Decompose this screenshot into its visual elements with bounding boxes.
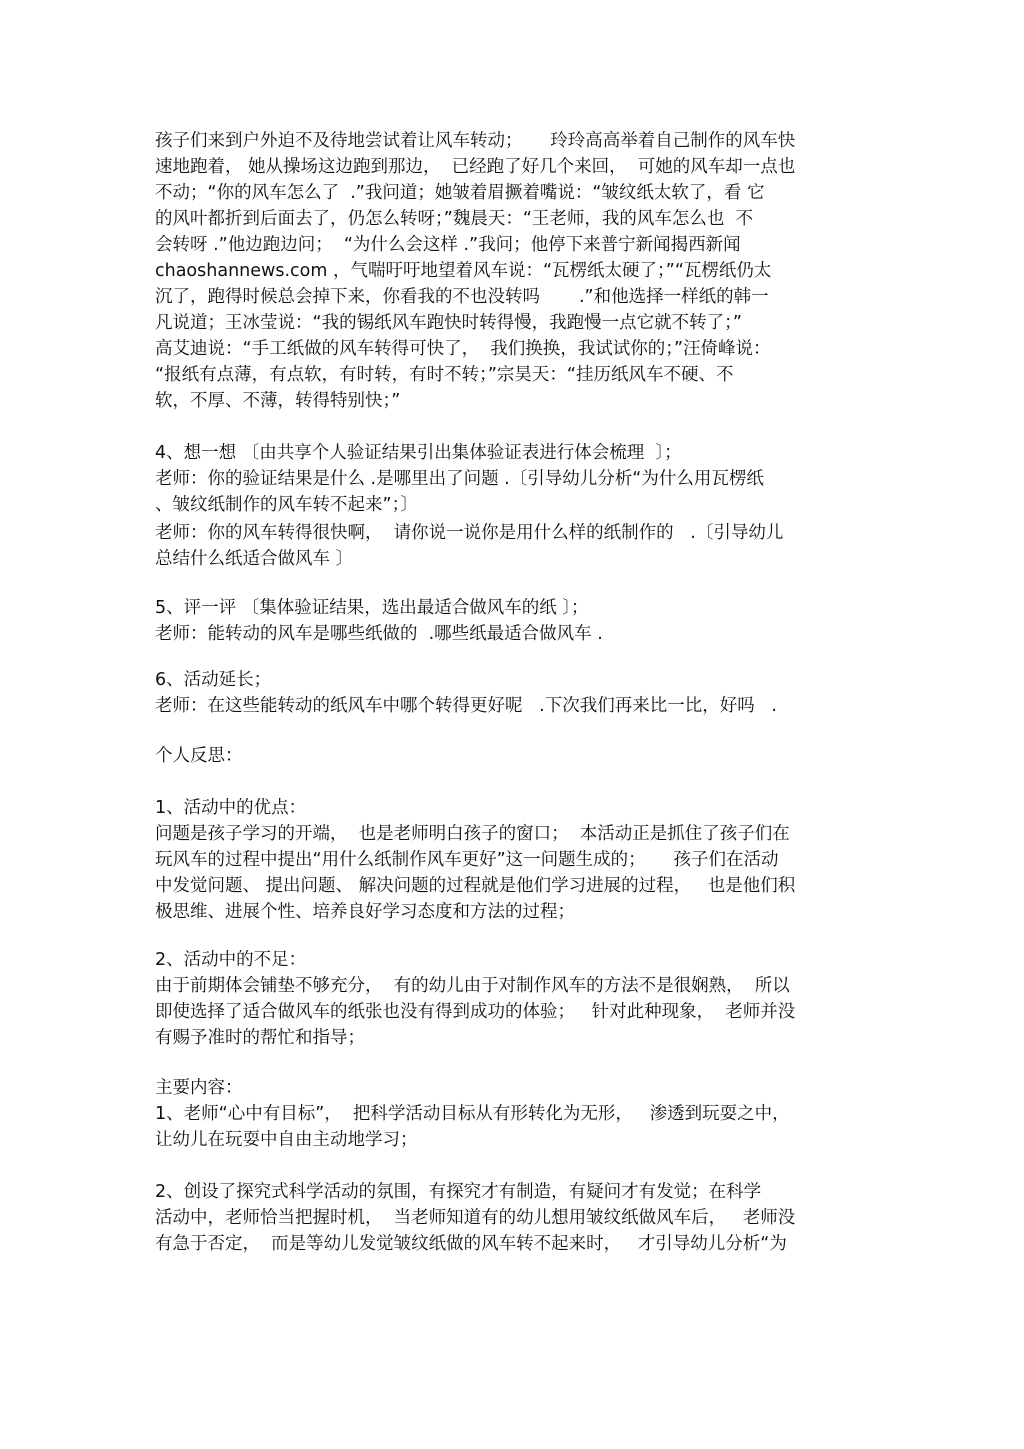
section-heading: 2、活动中的不足： [155,950,307,970]
section-heading: 个人反思： [155,746,243,766]
section-heading: 6、活动延长； [155,670,272,690]
text-line: 让幼儿在玩耍中自由主动地学习； [155,1130,418,1150]
text-line: 有急于否定， 而是等幼儿发觉皱纹纸做的风车转不起来时， 才引导幼儿分析“为 [155,1234,787,1254]
section-heading: 4、想一想 〔由共享个人验证结果引出集体验证表进行体会梳理 〕； [155,443,682,463]
section-heading: 主要内容： [155,1078,243,1098]
text-line: 凡说道；王冰莹说：“我的锡纸风车跑快时转得慢，我跑慢一点它就不转了；” [155,313,742,333]
text-line: 老师：能转动的风车是哪些纸做的 .哪些纸最适合做风车 . [155,624,603,644]
text-line: 活动中，老师恰当把握时机， 当老师知道有的幼儿想用皱纹纸做风车后， 老师没 [155,1208,796,1228]
section-heading: 5、评一评 〔集体验证结果，选出最适合做风车的纸 〕； [155,598,589,618]
text-line: 、皱纹纸制作的风车转不起来”；〕 [155,495,418,515]
text-line: 老师：你的风车转得很快啊， 请你说一说你是用什么样的纸制作的 .〔引导幼儿 [155,523,784,543]
text-line: 极思维、进展个性、培养良好学习态度和方法的过程； [155,902,575,922]
text-line: 由于前期体会铺垫不够充分， 有的幼儿由于对制作风车的方法不是很娴熟， 所以 [155,976,790,996]
text-line: 总结什么纸适合做风车 〕 [155,549,354,569]
section-heading: 1、活动中的优点： [155,798,307,818]
text-line: 老师：你的验证结果是什么 .是哪里出了问题 .〔引导幼儿分析“为什么用瓦楞纸 [155,469,764,489]
text-line: 中发觉问题、 提出问题、 解决问题的过程就是他们学习进展的过程， 也是他们积 [155,876,796,896]
text-line: 有赐予准时的帮忙和指导； [155,1028,365,1048]
text-line: 问题是孩子学习的开端， 也是老师明白孩子的窗口； 本活动正是抓住了孩子们在 [155,824,790,844]
text-line: 沉了，跑得时候总会掉下来，你看我的不也没转吗 .”和他选择一样纸的韩一 [155,287,769,307]
text-line: 1、老师“心中有目标”， 把科学活动目标从有形转化为无形， 渗透到玩耍之中， [155,1104,790,1124]
text-line: 2、创设了探究式科学活动的氛围，有探究才有制造，有疑问才有发觉；在科学 [155,1182,762,1202]
text-line: 软，不厚、不薄，转得特别快；” [155,391,401,411]
text-line: 速地跑着， 她从操场这边跑到那边， 已经跑了好几个来回， 可她的风车却一点也 [155,157,796,177]
text-line: 玩风车的过程中提出“用什么纸制作风车更好”这一问题生成的； 孩子们在活动 [155,850,779,870]
text-line: 会转呀 .”他边跑边问； “为什么会这样 .”我问；他停下来普宁新闻揭西新闻 [155,235,741,255]
text-line: 的风叶都折到后面去了，仍怎么转呀；”魏晨天：“王老师，我的风车怎么也 不 [155,209,754,229]
text-line: 高艾迪说：“手工纸做的风车转得可快了， 我们换换，我试试你的；”汪倚峰说： [155,339,771,359]
text-line: 老师：在这些能转动的纸风车中哪个转得更好呢 .下次我们再来比一比，好吗 . [155,696,777,716]
text-line: chaoshannews.com ，气喘吁吁地望着风车说：“瓦楞纸太硬了；”“瓦楞纸仍太 [155,261,772,281]
text-line: 即使选择了适合做风车的纸张也没有得到成功的体验； 针对此种现象， 老师并没 [155,1002,796,1022]
text-line: 孩子们来到户外迫不及待地尝试着让风车转动； 玲玲高高举着自己制作的风车快 [155,131,796,151]
text-line: 不动；“你的风车怎么了 .”我问道；她皱着眉撅着嘴说：“皱纹纸太软了，看 它 [155,183,765,203]
text-line: “报纸有点薄，有点软，有时转，有时不转；”宗昊天：“挂历纸风车不硬、不 [155,365,734,385]
